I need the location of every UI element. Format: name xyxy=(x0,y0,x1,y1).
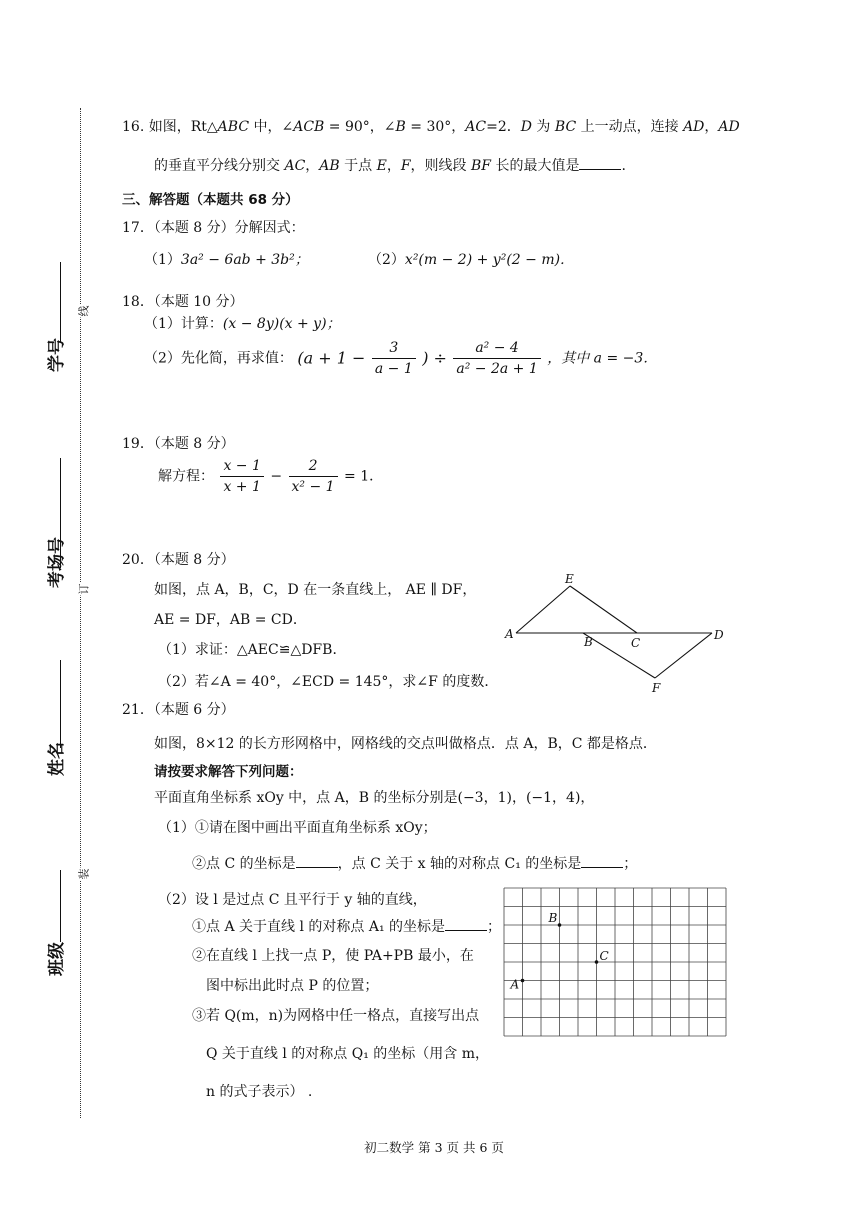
q18-fraction-2: $\frac{\text{a² − 4}}{\text{a² − 2a + 1}}$ xyxy=(453,338,540,379)
exam-room-label: 考场号 xyxy=(47,537,67,588)
grid-point-A xyxy=(521,979,525,983)
q21-title: 21．（本题 6 分） xyxy=(122,702,235,718)
grid-label-A: A xyxy=(510,977,520,992)
q17-part1: （1）3a² − 6ab + 3b²； xyxy=(144,252,309,268)
q21-part2c-line1: ③若 Q(m，n)为网格中任一格点，直接写出点 xyxy=(192,1008,480,1024)
q21-c1-coord-blank[interactable] xyxy=(581,853,623,868)
binding-mark-line: 线 xyxy=(77,305,91,317)
class-blank xyxy=(60,870,61,942)
section3-heading: 三、解答题（本题共 68 分） xyxy=(122,192,299,208)
q16-line2: 的垂直平分线分别交 AC，AB 于点 E，F，则线段 BF 长的最大值是 . xyxy=(154,155,626,176)
q21-c-coord-blank[interactable] xyxy=(296,853,338,868)
q20-title: 20．（本题 8 分） xyxy=(122,552,235,568)
q19-equation: 解方程： $\frac{x - 1}{x + 1}$ − $\frac{2}{\text{x² − 1}}$ = 1． xyxy=(158,458,384,495)
q20-line1: 如图，点 A，B，C，D 在一条直线上， AE ∥ DF， xyxy=(154,582,477,598)
q21-intro: 如图，8×12 的长方形网格中，网格线的交点叫做格点．点 A，B，C 都是格点． xyxy=(154,736,657,752)
q17-part2: （2）x²(m − 2) + y²(2 − m)． xyxy=(368,252,575,268)
q21-part2: （2）设 l 是过点 C 且平行于 y 轴的直线， xyxy=(158,892,427,908)
q17-title: 17．（本题 8 分）分解因式： xyxy=(122,220,305,236)
binding-mark-staple: 订 xyxy=(77,583,91,595)
name-label: 姓名 xyxy=(47,742,67,776)
name-blank xyxy=(60,660,61,748)
student-id-label: 学号 xyxy=(47,338,67,372)
q16-answer-blank[interactable] xyxy=(579,155,621,170)
q19-fraction-2: $\frac{2}{\text{x² − 1}}$ xyxy=(289,456,338,497)
q16-line1: 16. 如图，Rt△ABC 中，∠ACB = 90°，∠B = 30°，AC=2．D 为 BC 上一动点，连接 AD，AD xyxy=(122,119,740,135)
binding-mark-bind: 装 xyxy=(77,868,91,880)
q19-fraction-1: $\frac{x - 1}{x + 1}$ xyxy=(220,456,263,497)
q20-segment-FD xyxy=(655,633,712,678)
q18-fraction-1: $\frac{3}{a - 1}$ xyxy=(372,338,416,379)
q21-coordinates: 平面直角坐标系 xOy 中，点 A，B 的坐标分别是(−3，1)，(−1，4)， xyxy=(154,790,595,806)
q20-figure xyxy=(500,572,740,700)
class-label: 班级 xyxy=(47,942,67,976)
q20-label-C: C xyxy=(631,636,641,650)
q18-part2: （2）先化简，再求值： (a + 1 − $\frac{3}{a - 1}$ ) ÷ $\frac{\text{a² − 4}}{\text{a² − 2a + 1}}$ ，其中 a = −3． xyxy=(144,340,658,377)
q21-part2b-line2: 图中标出此时点 P 的位置； xyxy=(206,978,379,994)
q20-part2: （2）若∠A = 40°，∠ECD = 145°，求∠F 的度数． xyxy=(158,674,499,690)
q20-segment-AE xyxy=(516,586,570,633)
q21-part2c-line3: n 的式子表示） . xyxy=(206,1084,313,1100)
q19-title: 19．（本题 8 分） xyxy=(122,436,235,452)
q21-grid-figure[interactable] xyxy=(500,884,730,1038)
q20-label-E: E xyxy=(565,572,574,586)
q20-line2: AE = DF，AB = CD． xyxy=(154,612,307,628)
q20-label-F: F xyxy=(652,681,661,695)
student-id-blank xyxy=(60,262,61,342)
page-footer: 初二数学 第 3 页 共 6 页 xyxy=(364,1140,504,1155)
q20-segment-BF xyxy=(583,633,655,678)
q21-part2b-line1: ②在直线 l 上找一点 P，使 PA+PB 最小，在 xyxy=(192,948,474,964)
q18-part1: （1）计算：(x − 8y)(x + y)； xyxy=(144,316,341,332)
q21-part2a: ①点 A 关于直线 l 的对称点 A₁ 的坐标是 ； xyxy=(192,916,501,937)
q20-label-A: A xyxy=(505,627,514,641)
grid-point-B xyxy=(558,923,562,927)
q21-part1a: （1）①请在图中画出平面直角坐标系 xOy； xyxy=(158,820,437,836)
grid-label-C: C xyxy=(599,949,609,963)
grid-label-B: B xyxy=(548,911,558,925)
q21-instruction: 请按要求解答下列问题： xyxy=(154,764,303,780)
q21-part1b: ②点 C 的坐标是 ，点 C 关于 x 轴的对称点 C₁ 的坐标是 ； xyxy=(192,853,637,874)
q20-label-D: D xyxy=(714,628,724,642)
grid-point-C xyxy=(595,960,599,964)
q21-a1-coord-blank[interactable] xyxy=(445,916,487,931)
q20-segment-EC xyxy=(570,586,637,633)
q18-title: 18．（本题 10 分） xyxy=(122,294,244,310)
q21-part2c-line2: Q 关于直线 l 的对称点 Q₁ 的坐标（用含 m， xyxy=(206,1046,490,1062)
q20-label-B: B xyxy=(584,635,593,649)
binding-dotted-line xyxy=(80,108,81,1118)
q20-part1: （1）求证：△AEC≌△DFB． xyxy=(158,642,347,658)
